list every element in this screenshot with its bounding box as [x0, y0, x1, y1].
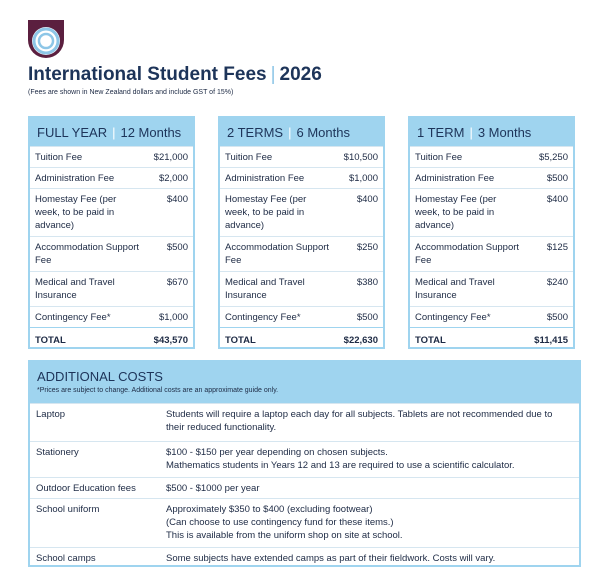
fee-value: $500	[546, 312, 568, 323]
fee-label: Administration Fee	[225, 173, 305, 184]
fee-value: $21,000	[153, 152, 188, 163]
fee-table-duration: 12 Months	[120, 125, 182, 140]
fee-total-row	[220, 327, 383, 349]
cost-line: Some subjects have extended camps as part of their fieldwork. Costs will vary.	[166, 553, 496, 564]
fee-value: $400	[546, 194, 568, 205]
cost-item: Outdoor Education fees	[36, 483, 136, 494]
fee-table-1-term	[408, 116, 575, 349]
fee-table-heading	[220, 118, 383, 146]
fee-label: Medical and Travel Insurance	[415, 277, 495, 301]
fee-row	[220, 271, 383, 306]
cost-line: Mathematics students in Years 12 and 13 are required to use a scientific calculator.	[166, 460, 515, 471]
cost-item: Laptop	[36, 409, 66, 420]
fee-table-period: 2 TERMS	[227, 125, 284, 140]
fee-value: $500	[166, 242, 188, 253]
fee-value: $670	[166, 277, 188, 288]
fee-label: Medical and Travel Insurance	[225, 277, 305, 301]
fee-total-value: $43,570	[153, 335, 188, 346]
fee-row	[30, 188, 193, 236]
fee-label: Contingency Fee*	[35, 312, 111, 323]
cost-line: Students will require a laptop each day for all subjects. Tablets are not recommended due to their reduced functionality.	[166, 409, 553, 433]
fee-row	[220, 236, 383, 271]
additional-costs-title: ADDITIONAL COSTS	[37, 369, 163, 384]
fee-value: $400	[166, 194, 188, 205]
cost-line: $100 - $150 per year depending on chosen subjects.	[166, 447, 388, 458]
fee-total-value: $11,415	[534, 335, 568, 346]
fee-value: $240	[546, 277, 568, 288]
fee-table-heading	[30, 118, 193, 146]
fee-value: $125	[546, 242, 568, 253]
fee-table-period: FULL YEAR	[37, 125, 108, 140]
fee-total-label: TOTAL	[225, 335, 256, 346]
fee-value: $380	[356, 277, 378, 288]
cost-description	[166, 503, 573, 543]
fee-label: Tuition Fee	[415, 152, 463, 163]
fees-currency-note: (Fees are shown in New Zealand dollars and include GST of 15%)	[28, 89, 234, 96]
fee-value: $10,500	[343, 152, 378, 163]
fee-label: Administration Fee	[35, 173, 115, 184]
page-title-year: 2026	[279, 64, 322, 85]
fee-label: Homestay Fee (per week, to be paid in advance)	[35, 194, 117, 231]
cost-line: (Can choose to use contingency fund for these items.)	[166, 517, 394, 528]
cost-line: $500 - $1000 per year	[166, 483, 260, 494]
fee-value: $400	[356, 194, 378, 205]
additional-costs-note: *Prices are subject to change. Additional costs are an approximate guide only.	[37, 387, 279, 394]
fee-table-duration: 3 Months	[477, 125, 532, 140]
heading-divider: |	[112, 125, 116, 140]
fee-label: Homestay Fee (per week, to be paid in advance)	[415, 194, 497, 231]
fee-row	[410, 146, 573, 167]
fee-value: $500	[356, 312, 378, 323]
cost-row-outdoor-education	[30, 477, 579, 498]
fee-value: $1,000	[348, 173, 378, 184]
fee-label: Medical and Travel Insurance	[35, 277, 115, 301]
fee-label: Contingency Fee*	[415, 312, 491, 323]
page-title	[28, 64, 322, 86]
cost-description	[166, 408, 573, 437]
fee-label: Homestay Fee (per week, to be paid in advance)	[225, 194, 307, 231]
cost-row-school-uniform	[30, 498, 579, 547]
heading-divider: |	[469, 125, 473, 140]
fee-row	[220, 146, 383, 167]
fee-row	[30, 236, 193, 271]
cost-item: School camps	[36, 553, 96, 564]
fee-total-label: TOTAL	[415, 335, 446, 346]
cost-row-laptop	[30, 403, 579, 441]
fee-value: $2,000	[158, 173, 188, 184]
cost-item: School uniform	[36, 504, 100, 515]
fee-value: $500	[546, 173, 568, 184]
fee-total-value: $22,630	[343, 335, 378, 346]
cost-line: This is available from the uniform shop on site at school.	[166, 530, 403, 541]
fee-row	[30, 167, 193, 188]
fee-total-label: TOTAL	[35, 335, 66, 346]
fee-label: Accommodation Support Fee	[225, 242, 330, 266]
fee-value: $250	[356, 242, 378, 253]
school-crest-icon	[26, 18, 66, 58]
fee-row	[410, 188, 573, 236]
heading-divider: |	[288, 125, 292, 140]
fee-value: $5,250	[538, 152, 568, 163]
fee-row	[410, 271, 573, 306]
cost-row-stationery	[30, 441, 579, 477]
fee-table-duration: 6 Months	[296, 125, 350, 140]
fee-row	[30, 306, 193, 327]
fee-label: Administration Fee	[415, 173, 495, 184]
cost-item: Stationery	[36, 447, 79, 458]
fee-row	[30, 271, 193, 306]
fee-row	[220, 306, 383, 327]
cost-line: Approximately $350 to $400 (excluding footwear)	[166, 504, 373, 515]
cost-description	[166, 446, 573, 473]
fee-table-period: 1 TERM	[417, 125, 465, 140]
fee-row	[410, 236, 573, 271]
fee-value: $1,000	[158, 312, 188, 323]
fee-label: Tuition Fee	[225, 152, 273, 163]
fee-label: Contingency Fee*	[225, 312, 301, 323]
fee-table-full-year	[28, 116, 195, 349]
fee-label: Accommodation Support Fee	[415, 242, 520, 266]
additional-costs-heading	[30, 362, 579, 403]
fee-label: Accommodation Support Fee	[35, 242, 140, 266]
fee-table-2-terms	[218, 116, 385, 349]
fee-label: Tuition Fee	[35, 152, 83, 163]
fee-row	[220, 188, 383, 236]
additional-costs-table	[28, 360, 581, 567]
fee-row	[410, 306, 573, 327]
fee-table-heading	[410, 118, 573, 146]
cost-description	[166, 552, 573, 563]
cost-row-school-camps	[30, 547, 579, 567]
fee-total-row	[410, 327, 573, 349]
fee-total-row	[30, 327, 193, 349]
cost-description	[166, 482, 573, 494]
fee-row	[30, 146, 193, 167]
page-title-main: International Student Fees	[28, 64, 267, 85]
title-divider: |	[270, 64, 276, 85]
fee-row	[410, 167, 573, 188]
fee-row	[220, 167, 383, 188]
